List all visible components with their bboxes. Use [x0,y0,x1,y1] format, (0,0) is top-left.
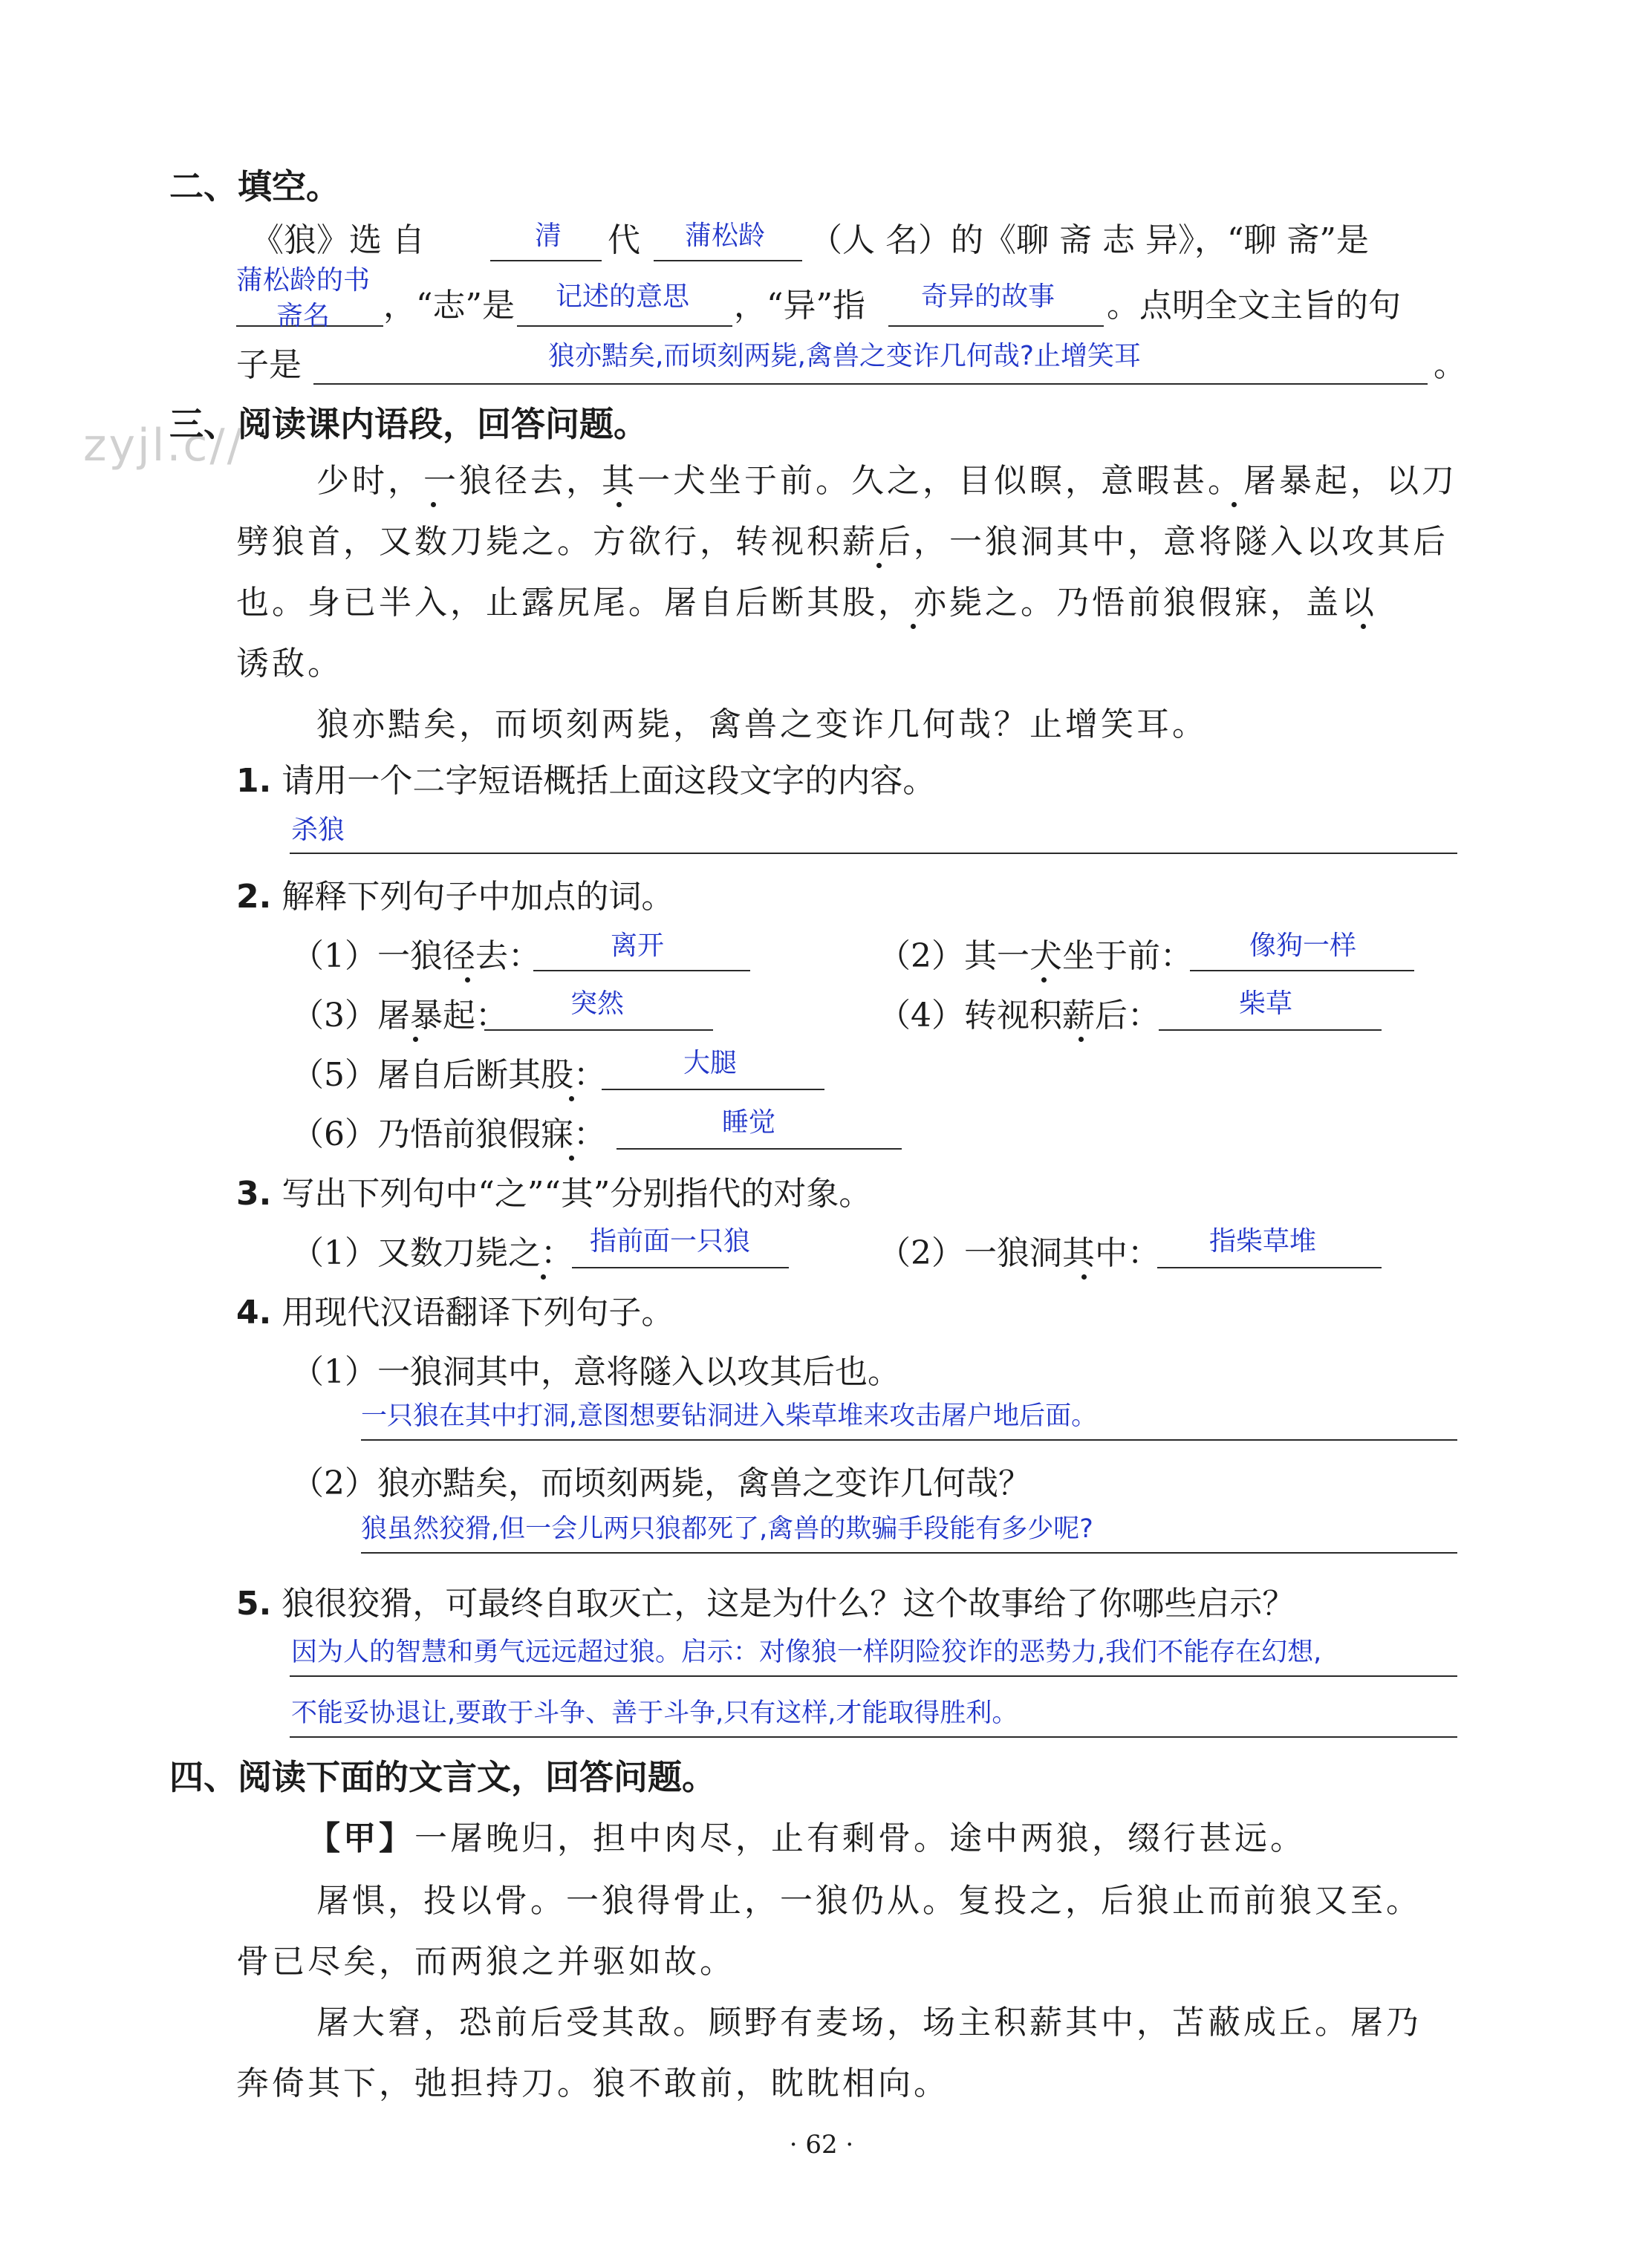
answer-line-q5-2 [290,1736,1457,1738]
q3-item-2-answer: 指柴草堆 [1209,1226,1317,1257]
answer-liaozhai-2: 斋名 [276,301,331,331]
blank-yi [888,325,1104,327]
q4-item-2-line [361,1552,1457,1554]
answer-dynasty: 清 [535,221,562,251]
answer-yi: 奇异的故事 [921,281,1055,312]
question-1 [236,762,936,800]
answer-line-q1 [290,853,1457,854]
emphasis-dot [911,624,916,629]
q2-item-5-answer: 大腿 [683,1048,738,1078]
passage2-line-1-text: 一屠晚归，担中肉尽，止有剩骨。途中两狼，缀行甚远。 [414,1819,1306,1857]
q3-item-1-label: （1）又数刀毙之： [291,1234,573,1272]
q2-item-5-label: （5）屠自后断其股： [291,1056,606,1094]
passage2-line-5: 奔倚其下，弛担持刀。狼不敢前，眈眈相向。 [236,2065,949,2102]
question-1-number: 1. [236,762,272,800]
answer-theme: 狼亦黠矣,而顷刻两毙,禽兽之变诈几何哉?止增笑耳 [548,341,1141,371]
q2-item-2-answer: 像狗一样 [1249,931,1357,961]
answer-author: 蒲松龄 [685,221,766,251]
question-5-text: 狼很狡猾，可最终自取灭亡，这是为什么？这个故事给了你哪些启示？ [282,1585,1295,1623]
question-3-text: 写出下列句中“之”“其”分别指代的对象。 [282,1175,872,1213]
q4-item-2-answer: 狼虽然狡猾,但一会儿两只狼都死了,禽兽的欺骗手段能有多少呢? [361,1514,1093,1544]
question-2-number: 2. [236,878,272,916]
q4-item-2-label: （2）狼亦黠矣，而顷刻两毙，禽兽之变诈几何哉？ [291,1464,1031,1502]
blank-theme [313,383,1428,385]
emphasis-dot [431,502,436,507]
emphasis-dot [465,977,470,983]
q2-item-1-label: （1）一狼径去： [291,937,541,975]
section2-heading: 二、填空。 [169,166,340,206]
question-5-number: 5. [236,1585,272,1623]
q2-item-2-blank [1190,970,1414,971]
answer-zhi: 记述的意思 [556,281,690,312]
question-5 [236,1585,1295,1623]
emphasis-dot [569,1156,574,1161]
q3-item-2-blank [1157,1267,1382,1268]
question-2-text: 解释下列句子中加点的词。 [282,878,674,916]
passage2-line-3: 骨已尽矣，而两狼之并驱如故。 [236,1943,735,1981]
answer-q1: 杀狼 [291,815,345,845]
q2-item-6-answer: 睡觉 [722,1107,776,1138]
q4-item-1-line [361,1439,1457,1441]
question-4-text: 用现代汉语翻译下列句子。 [282,1294,674,1332]
q2-item-6-blank [616,1148,902,1150]
q2-item-4-answer: 柴草 [1239,988,1293,1019]
fill-line1-b: 代 [608,221,640,259]
emphasis-dot [569,1096,574,1101]
passage-line-1: 少时，一狼径去，其一犬坐于前。久之，目似瞑，意暇甚。屠暴起，以刀 [316,462,1457,500]
watermark: zyjl.c// [83,420,244,472]
passage2-line-4: 屠大窘，恐前后受其敌。顾野有麦场，场主积薪其中，苫蔽成丘。屠乃 [316,2004,1422,2041]
q2-item-3-blank [484,1029,713,1031]
passage-label-jia: 【甲】 [308,1819,414,1857]
question-2 [236,878,674,916]
answer-q5-line1: 因为人的智慧和勇气远远超过狼。启示：对像狼一样阴险狡诈的恶势力,我们不能存在幻想, [291,1638,1322,1667]
q3-item-1-blank [572,1267,789,1268]
q3-item-1-answer: 指前面一只狼 [590,1226,751,1257]
passage2-line-1 [308,1819,1306,1857]
section3-heading: 三、阅读课内语段，回答问题。 [169,404,648,444]
q2-item-3-answer: 突然 [570,988,625,1019]
fill-line2-b: ，“异”指 [734,287,865,325]
answer-line-q5-1 [290,1675,1457,1677]
emphasis-dot [413,1037,418,1042]
q4-item-1-answer: 一只狼在其中打洞,意图想要钻洞进入柴草堆来攻击屠户地后面。 [361,1401,1098,1431]
question-4 [236,1294,674,1332]
passage-line-2: 劈狼首，又数刀毙之。方欲行，转视积薪后，一狼洞其中，意将隧入以攻其后 [236,523,1448,561]
blank-author [654,260,802,261]
answer-q5-line2: 不能妥协退让,要敢于斗争、善于斗争,只有这样,才能取得胜利。 [291,1698,1018,1728]
q2-item-1-blank [533,970,750,971]
fill-line1-c: （人 名）的《聊 斋 志 异》，“聊 斋”是 [810,221,1369,259]
page-number: · 62 · [789,2130,854,2160]
q3-item-2-label: （2）一狼洞其中： [878,1234,1160,1272]
passage-line-3: 也。身已半入，止露尻尾。屠自后断其股，亦毙之。乃悟前狼假寐，盖以 [236,584,1377,622]
passage2-line-2: 屠惧，投以骨。一狼得骨止，一狼仍从。复投之，后狼止而前狼又至。 [316,1882,1422,1920]
q2-item-4-label: （4）转视积薪后： [878,997,1160,1034]
fill-line2-a: ，“志”是 [383,287,515,325]
fill-line1-a: 《狼》选 自 [251,221,425,259]
question-3-number: 3. [236,1175,272,1213]
answer-liaozhai-1: 蒲松龄的书 [236,265,371,296]
q2-item-4-blank [1159,1029,1382,1031]
emphasis-dot [876,563,882,568]
q4-item-1-label: （1）一狼洞其中，意将隧入以攻其后也。 [291,1353,900,1391]
fill-line3-b: 。 [1434,346,1466,384]
blank-zhi [517,325,732,327]
question-4-number: 4. [236,1294,272,1332]
passage-line-5: 狼亦黠矣，而顷刻两毙，禽兽之变诈几何哉？止增笑耳。 [316,706,1208,743]
section4-heading: 四、阅读下面的文言文，回答问题。 [169,1757,716,1797]
emphasis-dot [1081,1274,1087,1280]
q2-item-1-answer: 离开 [611,931,665,961]
emphasis-dot [1078,1037,1084,1042]
q2-item-5-blank [602,1089,824,1090]
q2-item-2-label: （2）其一犬坐于前： [878,937,1193,975]
q2-item-6-label: （6）乃悟前狼假寐： [291,1115,606,1153]
blank-dynasty [490,260,602,261]
emphasis-dot [541,1274,546,1280]
emphasis-dot [616,502,622,507]
fill-line3-a: 子是 [236,346,302,384]
emphasis-dot [1232,502,1237,507]
question-1-text: 请用一个二字短语概括上面这段文字的内容。 [282,762,936,800]
q2-item-3-label: （3）屠暴起： [291,997,508,1034]
fill-line2-c: 。点明全文主旨的句 [1107,287,1401,325]
question-3 [236,1175,872,1213]
passage-line-4: 诱敌。 [236,645,343,682]
emphasis-dot [1361,624,1366,629]
emphasis-dot [1041,977,1047,983]
